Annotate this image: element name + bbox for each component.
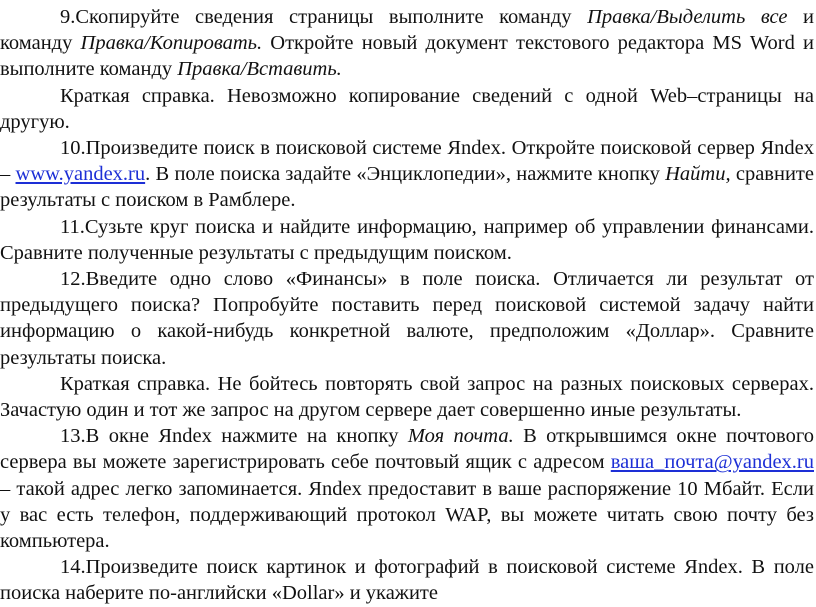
menu-command-copy: Правка/Копировать. [80,32,263,55]
my-mail-button-label: Моя почта. [407,425,514,448]
paragraph-task-10: 10.Произведите поиск в поисковой системе Яndex. Откройте поисковой сервер Яndex – www.yandex.ru. В поле поиска задайте «Энциклопедии», нажмите кнопку Найти, сравните результаты с поиском в Рамблере. [0,137,814,212]
paragraph-task-9: 9.Скопируйте сведения страницы выполните команду Правка/Выделить все и команду Правка/Копировать. Откройте новый документ текстового редактора MS Word и выполните команду Правка/Вставить. [0,6,814,81]
menu-command-select-all: Правка/Выделить все [587,6,788,28]
paragraph-note-2: Краткая справка. Не бойтесь повторять свой запрос на разных поисковых серверах. Зачастую один и тот же запрос на другом сервере дает совершенно иные результаты. [0,372,814,422]
paragraph-task-14: 14.Произведите поиск картинок и фотографий в поисковой системе Яndex. В поле поиска наберите по-английски «Dollar» и укажите [0,556,814,605]
email-link[interactable]: ваша_почта@yandex.ru [610,451,814,474]
find-button-label: Найти, [665,163,731,186]
yandex-link[interactable]: www.yandex.ru [15,163,146,186]
paragraph-note-1: Краткая справка. Невозможно копирование сведений с одной Web–страницы на другую. [0,84,814,133]
paragraph-task-11: 11.Сузьте круг поиска и найдите информацию, например об управлении финансами. Сравните полученные результаты с предыдущим поиском. [0,215,814,264]
paragraph-task-13: 13.В окне Яndex нажмите на кнопку Моя почта. В открывшимся окне почтового сервера вы можете зарегистрировать себе почтовый ящик с адресом ваша_почта@yandex.ru – такой адрес легко запоминается. Яndex предоставит в ваше распоряжение 10 Мбайт. Если у вас есть телефон, поддерживающий протокол WAP, вы можете читать свою почту без компьютера. [0,425,814,553]
menu-command-paste: Правка/Вставить. [177,58,342,81]
paragraph-task-12: 12.Введите одно слово «Финансы» в поле поиска. Отличается ли результат от предыдущего поиска? Попробуйте поставить перед поисковой системой задачу найти информацию о какой-нибудь конкретной валюте, предположим «Доллар». Сравните результаты поиска. [0,268,814,369]
